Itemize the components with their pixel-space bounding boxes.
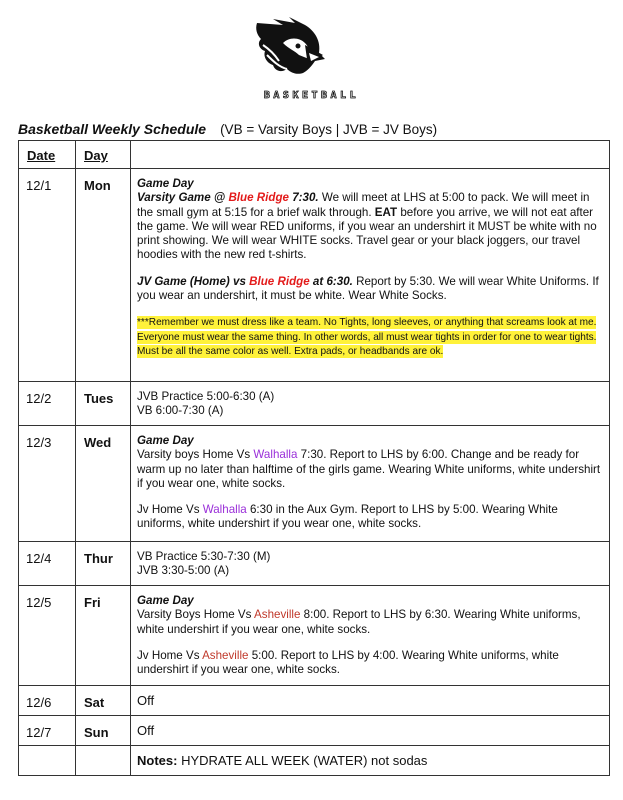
game-day-label: Game Day	[137, 177, 194, 190]
opponent-name: Walhalla	[253, 448, 298, 462]
notes-label: Notes:	[137, 753, 178, 768]
notes	[131, 746, 610, 776]
table-row	[19, 542, 610, 586]
table-row	[19, 716, 610, 746]
row-details: Game Day Varsity Boys Home Vs Asheville 8:00. Report to LHS by 6:30. Wearing White uniforms, white undershirt if you wear one, white socks. Jv Home Vs Asheville 5:00. Report to LHS by 4:00. Wearing White uniforms, white undershirt if you wear one, white socks.	[131, 586, 610, 686]
row-day: Wed	[76, 426, 131, 542]
row-details: JVB Practice 5:00-6:30 (A) VB 6:00-7:30 (A)	[131, 382, 610, 426]
row-date: 12/6	[19, 686, 76, 716]
row-details: Game Day Varsity Game @ Blue Ridge 7:30. We will meet at LHS at 5:00 to pack. We will meet in the small gym at 5:15 for a brief walk through. EAT before you arrive, we will not eat after the game. We will wear RED uniforms, if you wear an undershirt it MUST be white with no print showing. We will wear WHITE socks. Travel gear or your black joggers, our travel hoodies with the new red t-shirts. JV Game (Home) vs Blue Ridge at 6:30. Report by 5:30. We will wear White Uniforms. If you wear an undershirt, it must be white. Wear White Socks. ***Remember we must dress like a team. No Tights, long sleeves, or anything that screams look at me. Everyone must wear the same thing. In other words, all must wear tights in order for one to wear tights. Must be all the same color as well. Extra pads, or headbands are ok.	[131, 169, 610, 382]
row-day: Sat	[76, 686, 131, 716]
table-row	[19, 382, 610, 426]
notes-text: HYDRATE ALL WEEK (WATER) not sodas	[177, 753, 428, 768]
page-title	[18, 121, 437, 137]
schedule-title: Basketball Weekly Schedule	[18, 121, 207, 137]
cardinal-head-icon	[253, 15, 333, 81]
row-day: Sun	[76, 716, 131, 746]
row-details: Off	[131, 716, 610, 746]
day-header: Day	[76, 141, 131, 169]
schedule-subtitle: (VB = Varsity Boys | JVB = JV Boys)	[220, 122, 438, 137]
table-row	[19, 586, 610, 686]
row-date: 12/1	[19, 169, 76, 382]
opponent-name: Blue Ridge	[249, 274, 310, 288]
opponent-name: Asheville	[202, 648, 249, 662]
row-details: Game Day Varsity boys Home Vs Walhalla 7:30. Report to LHS by 6:00. Change and be ready for warm up no later than halftime of the girls game. Wearing White uniforms, white undershirt if you wear one, white socks. Jv Home Vs Walhalla 6:30 in the Aux Gym. Report to LHS by 5:00. Wearing White uniforms, white undershirt if you wear one, white socks.	[131, 426, 610, 542]
row-day: Thur	[76, 542, 131, 586]
table-row	[19, 169, 610, 382]
notes-row	[19, 746, 610, 776]
table-header-row	[19, 141, 610, 169]
row-day: Mon	[76, 169, 131, 382]
game-day-label: Game Day	[137, 594, 194, 607]
row-date: 12/5	[19, 586, 76, 686]
row-date: 12/3	[19, 426, 76, 542]
row-date: 12/7	[19, 716, 76, 746]
row-details: Off	[131, 686, 610, 716]
row-day: Fri	[76, 586, 131, 686]
opponent-name: Asheville	[254, 608, 301, 622]
row-day: Tues	[76, 382, 131, 426]
table-row	[19, 686, 610, 716]
game-day-label: Game Day	[137, 434, 194, 447]
schedule-table	[18, 140, 610, 776]
logo-text: BASKETBALL	[263, 90, 360, 101]
date-header: Date	[19, 141, 76, 169]
row-date: 12/4	[19, 542, 76, 586]
table-row	[19, 426, 610, 542]
details-header	[131, 141, 610, 169]
row-details: VB Practice 5:30-7:30 (M) JVB 3:30-5:00 (A)	[131, 542, 610, 586]
opponent-name: Blue Ridge	[228, 191, 289, 205]
dress-code-reminder: ***Remember we must dress like a team. No Tights, long sleeves, or anything that screams look at me. Everyone must wear the same thing. In other words, all must wear tights in order for one to wear tights. Must be all the same color as well. Extra pads, or headbands are ok.	[137, 317, 597, 357]
opponent-name: Walhalla	[202, 503, 247, 517]
row-date: 12/2	[19, 382, 76, 426]
